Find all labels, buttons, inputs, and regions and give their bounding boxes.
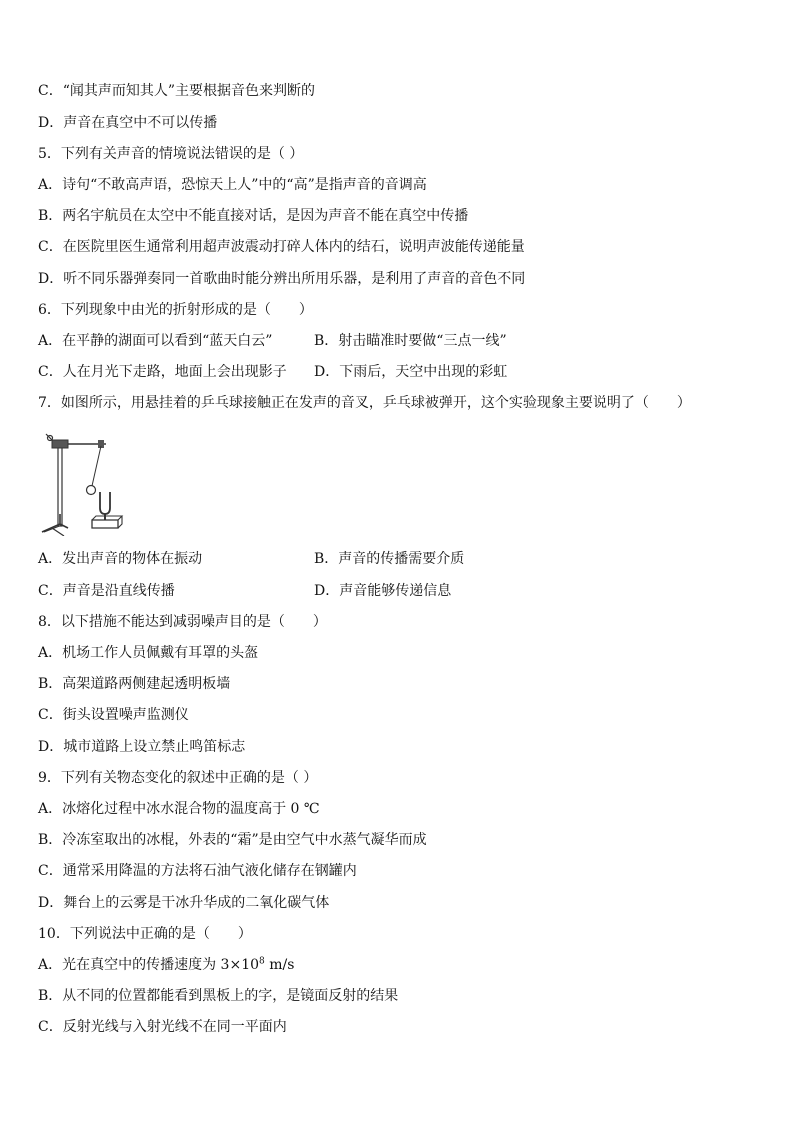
q8-option-b: B．高架道路两侧建起透明板墙 [38,676,231,692]
q10-option-a-unit: m/s [264,957,295,973]
q8-option-d: D．城市道路上设立禁止鸣笛标志 [38,739,246,755]
q8-option-c: C．街头设置噪声监测仪 [38,707,189,723]
q9-option-d: D．舞台上的云雾是干冰升华成的二氧化碳气体 [38,895,330,911]
q7-option-b: B．声音的传播需要介质 [314,551,465,567]
q5-option-d: D．听不同乐器弹奏同一首歌曲时能分辨出所用乐器，是利用了声音的音色不同 [38,271,526,287]
q10-option-a-prefix: A．光在真空中的传播速度为 3×10 [38,957,260,973]
q8-stem: 8．以下措施不能达到减弱噪声目的是（ ） [38,614,327,630]
q6-option-d: D．下雨后，天空中出现的彩虹 [314,364,508,380]
q7-option-c: C．声音是沿直线传播 [38,583,175,599]
q10-option-a-exponent: 8 [259,956,265,967]
q10-option-a [38,956,294,974]
q9-option-a: A．冰熔化过程中冰水混合物的温度高于 0 ℃ [38,801,320,817]
q7-stem: 7．如图所示，用悬挂着的乒乓球接触正在发声的音叉，乒乓球被弹开，这个实验现象主要说明了（ ） [38,395,691,411]
q10-option-b: B．从不同的位置都能看到黑板上的字，是镜面反射的结果 [38,988,399,1004]
q7-option-d: D．声音能够传递信息 [314,583,452,599]
q7-option-a: A．发出声音的物体在振动 [38,551,203,567]
q9-option-c: C．通常采用降温的方法将石油气液化储存在钢罐内 [38,863,357,879]
q8-option-a: A．机场工作人员佩戴有耳罩的头盔 [38,645,259,661]
q5-option-a: A．诗句“不敢高声语，恐惊天上人”中的“高”是指声音的音调高 [38,177,427,193]
q6-option-a: A．在平静的湖面可以看到“蓝天白云” [38,333,273,349]
q4-option-d: D．声音在真空中不可以传播 [38,115,218,131]
tuning-fork-pendulum-figure [38,428,124,536]
q4-option-c: C．“闻其声而知其人”主要根据音色来判断的 [38,83,316,99]
q10-stem: 10．下列说法中正确的是（ ） [38,926,252,942]
q5-option-c: C．在医院里医生通常利用超声波震动打碎人体内的结石，说明声波能传递能量 [38,239,525,255]
q10-option-c: C．反射光线与入射光线不在同一平面内 [38,1019,287,1035]
q6-option-b: B．射击瞄准时要做“三点一线” [314,333,507,349]
q5-stem: 5．下列有关声音的情境说法错误的是（ ） [38,146,304,162]
q6-stem: 6．下列现象中由光的折射形成的是（ ） [38,302,313,318]
q5-option-b: B．两名宇航员在太空中不能直接对话，是因为声音不能在真空中传播 [38,208,469,224]
q9-option-b: B．冷冻室取出的冰棍，外表的“霜”是由空气中水蒸气凝华而成 [38,832,427,848]
q6-option-c: C．人在月光下走路，地面上会出现影子 [38,364,287,380]
q9-stem: 9．下列有关物态变化的叙述中正确的是（ ） [38,770,318,786]
